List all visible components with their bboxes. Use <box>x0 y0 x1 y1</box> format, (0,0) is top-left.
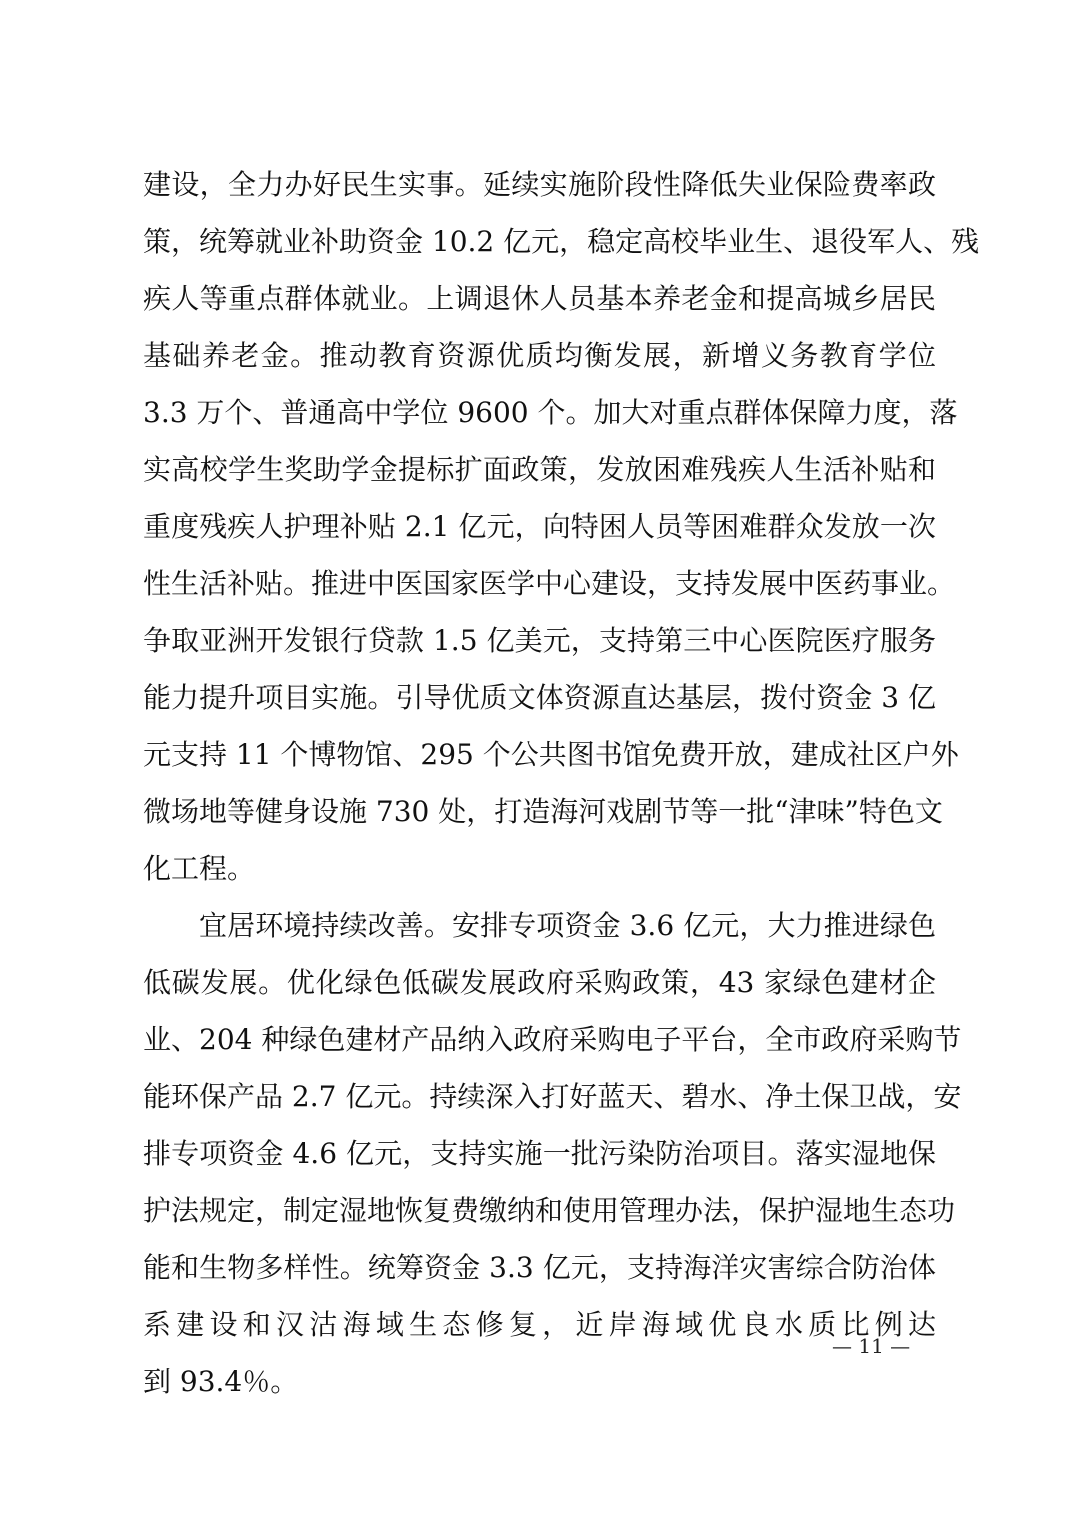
paragraph-line: 重度残疾人护理补贴 2.1 亿元，向特困人员等困难群众发放一次 <box>143 510 936 543</box>
paragraph-line: 业、204 种绿色建材产品纳入政府采购电子平台，全市政府采购节 <box>143 1023 962 1056</box>
paragraph-line: 元支持 11 个博物馆、295 个公共图书馆免费开放，建成社区户外 <box>143 738 959 771</box>
paragraph-line: 到 93.4％。 <box>143 1365 299 1398</box>
paragraph-line: 性生活补贴。推进中医国家医学中心建设，支持发展中医药事业。 <box>143 567 956 600</box>
paragraph-line: 争取亚洲开发银行贷款 1.5 亿美元，支持第三中心医院医疗服务 <box>143 624 936 657</box>
paragraph-line: 护法规定，制定湿地恢复费缴纳和使用管理办法，保护湿地生态功 <box>143 1194 956 1227</box>
paragraph-1 <box>143 156 980 897</box>
paragraph-line: 化工程。 <box>143 852 256 885</box>
paragraph-line: 能环保产品 2.7 亿元。持续深入打好蓝天、碧水、净土保卫战，安 <box>143 1080 962 1113</box>
paragraph-line: 能和生物多样性。统筹资金 3.3 亿元，支持海洋灾害综合防治体 <box>143 1251 936 1284</box>
paragraph-line: 实高校学生奖助学金提标扩面政策，发放困难残疾人生活补贴和 <box>143 453 936 486</box>
paragraph-line: 疾人等重点群体就业。上调退休人员基本养老金和提高城乡居民 <box>143 282 936 315</box>
paragraph-line: 排专项资金 4.6 亿元，支持实施一批污染防治项目。落实湿地保 <box>143 1137 936 1170</box>
paragraph-line: 微场地等健身设施 730 处，打造海河戏剧节等一批“津味”特色文 <box>143 795 943 828</box>
paragraph-line: 能力提升项目实施。引导优质文体资源直达基层，拨付资金 3 亿 <box>143 681 936 714</box>
page-number: — 11 — <box>832 1334 911 1358</box>
paragraph-line: 策，统筹就业补助资金 10.2 亿元，稳定高校毕业生、退役军人、残 <box>143 225 980 258</box>
paragraph-line: 系建设和汉沽海域生态修复，近岸海域优良水质比例达 <box>143 1308 936 1341</box>
paragraph-line: 建设，全力办好民生实事。延续实施阶段性降低失业保险费率政 <box>143 168 936 201</box>
document-body <box>143 156 980 1410</box>
paragraph-line: 宜居环境持续改善。安排专项资金 3.6 亿元，大力推进绿色 <box>199 909 936 942</box>
paragraph-line: 低碳发展。优化绿色低碳发展政府采购政策，43 家绿色建材企 <box>143 966 936 999</box>
paragraph-line: 基础养老金。推动教育资源优质均衡发展，新增义务教育学位 <box>143 339 936 372</box>
paragraph-line: 3.3 万个、普通高中学位 9600 个。加大对重点群体保障力度，落 <box>143 396 958 429</box>
paragraph-2 <box>143 897 962 1410</box>
